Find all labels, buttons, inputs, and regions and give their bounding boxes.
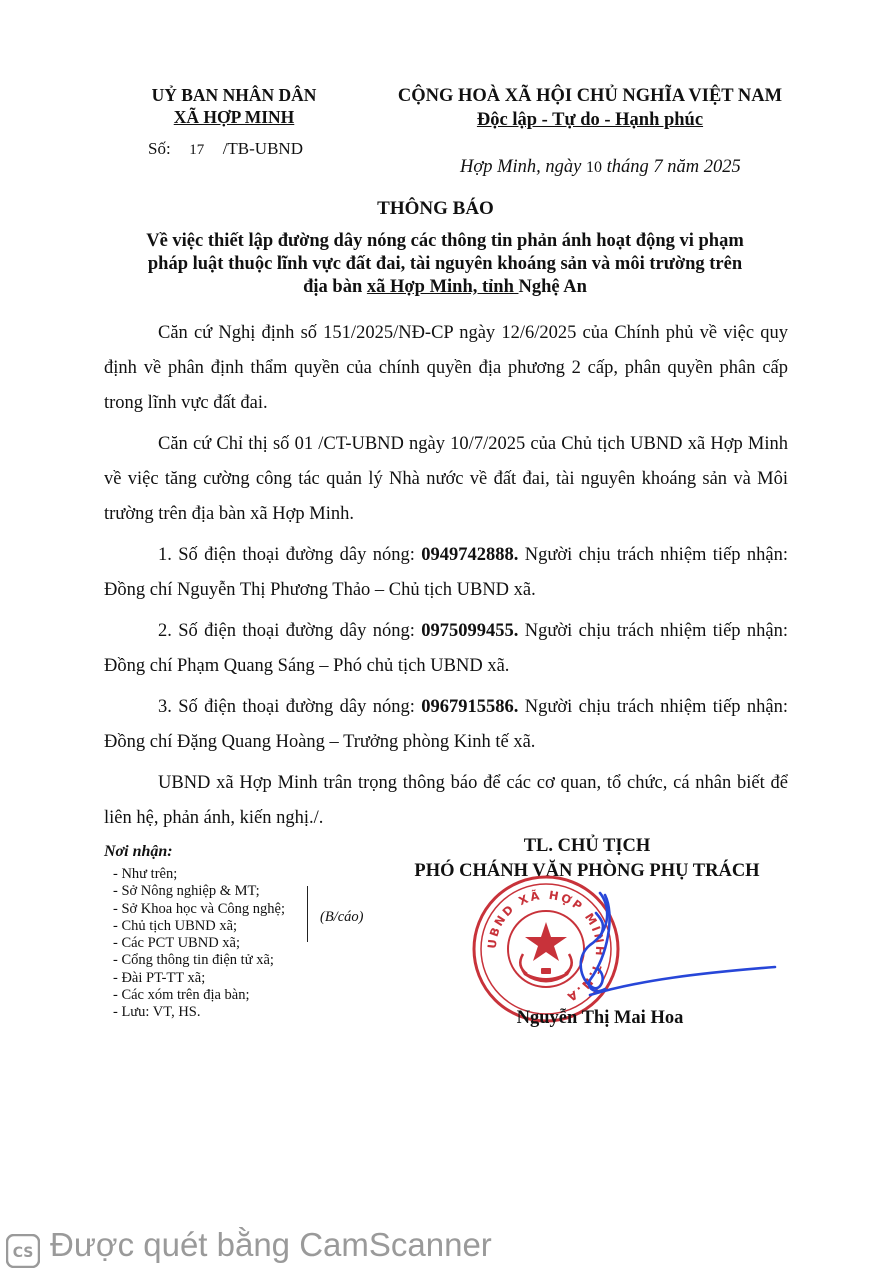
recipients-list	[113, 866, 285, 1022]
camscanner-logo-icon	[6, 1234, 40, 1268]
document-body	[104, 316, 788, 842]
document-number-value: 17	[189, 142, 205, 158]
hotline-item: 3. Số điện thoại đường dây nóng: 0967915586. Người chịu trách nhiệm tiếp nhận: Đồng chí Đặng Quang Hoàng – Trưởng phòng Kinh tế xã.	[104, 697, 788, 752]
hotline-item: 2. Số điện thoại đường dây nóng: 0975099455. Người chịu trách nhiệm tiếp nhận: Đồng chí Phạm Quang Sáng – Phó chủ tịch UBND xã.	[104, 621, 788, 676]
scanner-watermark: Được quét bằng CamScanner	[50, 1226, 492, 1263]
issue-day: 10	[586, 159, 602, 176]
handwritten-signature	[550, 885, 780, 1015]
hotline-phone: 0975099455.	[421, 621, 519, 641]
recipient-item: - Chủ tịch UBND xã;	[113, 917, 238, 934]
recipient-item: - Các PCT UBND xã;	[113, 935, 241, 952]
hotline-phone: 0949742888.	[421, 545, 519, 565]
nation-name: CỘNG HOÀ XÃ HỘI CHỦ NGHĨA VIỆT NAM	[397, 86, 783, 106]
recipient-item: - Sở Khoa học và Công nghệ;	[113, 900, 285, 917]
signer-name: Nguyễn Thị Mai Hoa	[516, 1008, 684, 1028]
recipient-item: - Sở Nông nghiệp & MT;	[113, 883, 260, 900]
recipients-title: Nơi nhận:	[104, 843, 173, 860]
recipient-item: - Đài PT-TT xã;	[113, 969, 206, 986]
report-note: (B/cáo)	[320, 909, 364, 925]
signatory-title: TL. CHỦ TỊCH PHÓ CHÁNH VĂN PHÒNG PHỤ TRÁCH	[414, 836, 760, 881]
recipients-bracket	[307, 886, 308, 942]
svg-text:UBND XÃ HỢP MINH T.N.A: UBND XÃ HỢP MINH T.N.A	[484, 887, 608, 1006]
hotline-item: 1. Số điện thoại đường dây nóng: 0949742888. Người chịu trách nhiệm tiếp nhận: Đồng chí Nguyễn Thị Phương Thảo – Chủ tịch UBND xã.	[104, 545, 788, 600]
national-motto	[378, 84, 802, 132]
recipient-item: - Các xóm trên địa bàn;	[113, 987, 250, 1004]
authority-line2: XÃ HỢP MINH	[173, 107, 295, 127]
closing-paragraph: UBND xã Hợp Minh trân trọng thông báo để các cơ quan, tổ chức, cá nhân biết để liên hệ, phản ánh, kiến nghị./.	[104, 773, 788, 828]
issue-date: Hợp Minh, ngày 10 tháng 7 năm 2025	[460, 157, 741, 177]
legal-basis-1: Căn cứ Nghị định số 151/2025/NĐ-CP ngày 12/6/2025 của Chính phủ về việc quy định về phân định thẩm quyền của chính quyền địa phương 2 cấp, phân quyền phân cấp trong lĩnh vực đất đai.	[104, 323, 788, 413]
svg-text:CS: CS	[12, 1245, 34, 1261]
legal-basis-2: Căn cứ Chỉ thị số 01 /CT-UBND ngày 10/7/2025 của Chủ tịch UBND xã Hợp Minh về việc tăng cường công tác quản lý Nhà nước về đất đai, tài nguyên khoáng sản và Môi trường trên địa bàn xã Hợp Minh.	[104, 434, 788, 524]
recipient-item: - Cổng thông tin điện tử xã;	[113, 952, 274, 969]
document-number: Số: 17 /TB-UBND	[148, 139, 303, 158]
recipient-item: - Như trên;	[113, 866, 178, 882]
recipient-item: - Lưu: VT, HS.	[113, 1004, 201, 1021]
issuing-authority	[118, 84, 350, 128]
motto: Độc lập - Tự do - Hạnh phúc	[476, 110, 704, 130]
hotline-phone: 0967915586.	[421, 697, 519, 717]
document-subject: Về việc thiết lập đường dây nóng các thông tin phản ánh hoạt động vi phạm pháp luật thuộc lĩnh vực đất đai, tài nguyên khoáng sản và môi trường trên địa bàn xã Hợp Minh, tỉnh Nghệ An	[146, 231, 744, 297]
authority-line1: UỶ BAN NHÂN DÂN	[151, 85, 317, 105]
document-title: THÔNG BÁO	[377, 198, 494, 219]
